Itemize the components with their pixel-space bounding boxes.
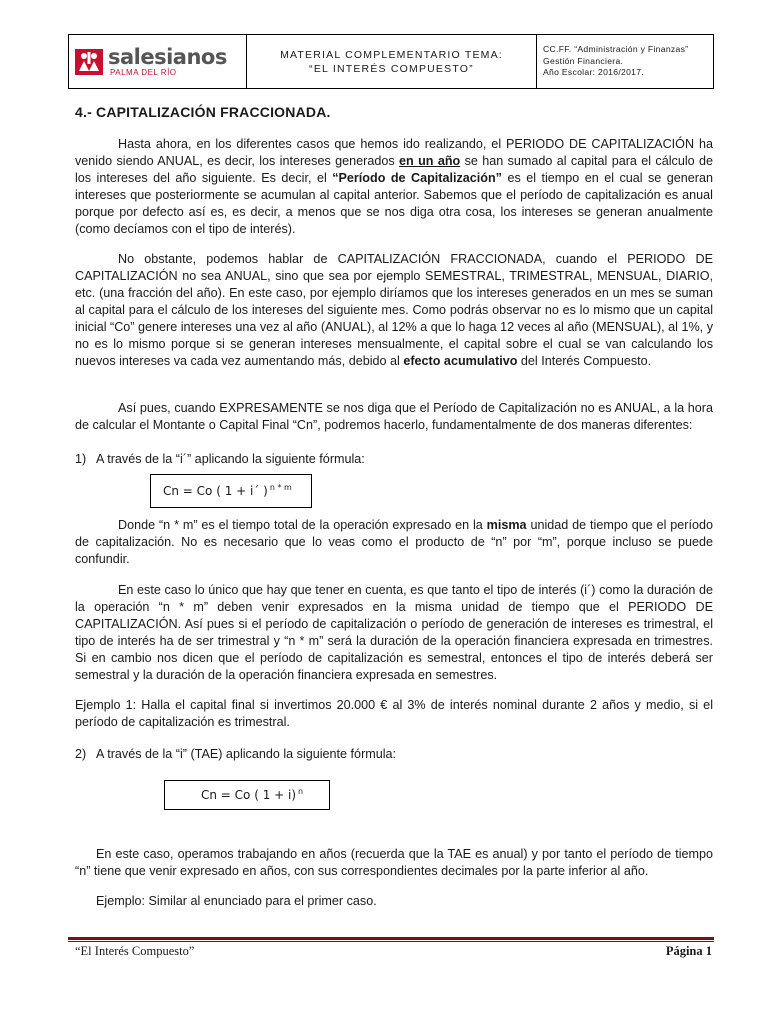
header-info-line2: Gestión Financiera. <box>543 55 624 66</box>
paragraph-4-bold: misma <box>486 518 527 532</box>
header-info <box>537 35 713 88</box>
formula-1-exponent: n * m <box>269 482 292 492</box>
example-2: Ejemplo: Similar al enunciado para el primer caso. <box>96 894 377 908</box>
paragraph-6: En este caso, operamos trabajando en años (recuerda que la TAE es anual) y por tanto el período de tiempo “n” tiene que venir expresado en años, con sus correspondientes decimales por la parte inferior al año. <box>75 847 713 878</box>
logo-subtitle: PALMA DEL RÍO <box>110 68 177 77</box>
formula-2-base: Cn = Co ( 1 + i) <box>201 788 297 802</box>
formula-box-1 <box>150 474 312 508</box>
paragraph-1-text-a: Hasta ahora, en los diferentes casos que hemos ido realizando, el PERIODO DE CAPITALIZACIÓN ha venido siendo ANUAL, es decir, los intereses generados <box>75 137 713 168</box>
list-item-2-text: A través de la “i” (TAE) aplicando la siguiente fórmula: <box>96 747 397 761</box>
salesianos-logo-icon <box>75 49 103 75</box>
formula-box-2 <box>164 780 330 810</box>
paragraph-4-text-b: unidad de tiempo que el período de capitalización. No es necesario que lo veas como el producto de “n” por “m”, porque incluso se puede confundir. <box>75 518 713 566</box>
list-item-1 <box>75 451 365 468</box>
header-title <box>247 35 537 88</box>
paragraph-1-bold: “Período de Capitalización” <box>332 171 502 185</box>
header-info-line3: Año Escolar: 2016/2017. <box>543 67 645 77</box>
logo-name: salesianos <box>108 45 227 69</box>
page-number: Página 1 <box>665 944 712 958</box>
list-item-1-text: A través de la “i´” aplicando la siguiente fórmula: <box>96 452 365 466</box>
header-info-line1: CC.FF. “Administración y Finanzas” <box>543 44 689 54</box>
formula-2-exponent: n <box>298 786 304 796</box>
header-table <box>68 34 714 89</box>
paragraph-2-text-b: del Interés Compuesto. <box>517 354 652 368</box>
paragraph-1-text-b: se han sumado al capital para el cálculo de los intereses del año siguiente. Es decir, el <box>75 154 713 185</box>
logo <box>69 35 247 88</box>
example-1: Ejemplo 1: Halla el capital final si invertimos 20.000 € al 3% de interés nominal durante 2 años y medio, si el período de capitalización es trimestral. <box>75 698 713 729</box>
footer-rule <box>68 937 714 940</box>
paragraph-4-text-a: Donde “n * m” es el tiempo total de la operación expresado en la <box>118 518 487 532</box>
paragraph-1 <box>75 136 713 238</box>
paragraph-4 <box>75 517 713 568</box>
list-item-2-number: 2) <box>75 747 87 761</box>
footer-title: “El Interés Compuesto” <box>75 944 195 958</box>
header-title-line2: “EL INTERÉS COMPUESTO” <box>309 62 474 75</box>
paragraph-2-text-a: No obstante, podemos hablar de CAPITALIZACIÓN FRACCIONADA, cuando el PERIODO DE CAPITALIZACIÓN no sea ANUAL, sino que sea por ejemplo SEMESTRAL, TRIMESTRAL, MENSUAL, DIARIO, etc. (una fracción del año). En este caso, por ejemplo diríamos que los intereses generados en un mes se suman al capital para el cálculo de los intereses del siguiente mes. Como podrás observar no es lo mismo que un capital inicial “Co” genere intereses una vez al año (ANUAL), al 12% a que lo haga 12 veces al año (MENSUAL), al 1%, y no es lo mismo porque si se generan intereses mensualmente, el capital sobre el cual se van calculando los nuevos intereses va cada vez aumentando más, debido al <box>75 252 713 368</box>
paragraph-5: En este caso lo único que hay que tener en cuenta, es que tanto el tipo de interés (i´) como la duración de la operación “n * m” deben venir expresados en la misma unidad de tiempo que el PERIODO DE CAPITALIZACIÓN. Así pues si el período de capitalización o período de generación de intereses es trimestral, el tipo de interés ha de ser trimestral y “n * m” será la duración de la operación financiera expresada en trimestres. Si en cambio nos dicen que el período de capitalización es semestral, entonces el tipo de interés deberá ser semestral y la duración de la operación financiera expresada en semestres. <box>75 583 713 682</box>
paragraph-3: Así pues, cuando EXPRESAMENTE se nos diga que el Período de Capitalización no es ANUAL, a la hora de calcular el Montante o Capital Final “Cn”, podremos hacerlo, fundamentalmente de dos maneras diferentes: <box>75 401 713 432</box>
footer-rule-thin <box>68 941 714 942</box>
header-title-line1: MATERIAL COMPLEMENTARIO TEMA: <box>280 48 503 61</box>
paragraph-1-text-c: es el tiempo en el cual se generan intereses que posteriormente se acumulan al capital anterior. Sabemos que el período de capitalización es anual porque por defecto así es, es decir, a menos que se nos diga otra cosa, los intereses se generan anualmente (como decíamos con el tipo de interés). <box>75 171 713 236</box>
paragraph-2 <box>75 251 713 370</box>
formula-1-base: Cn = Co ( 1 + i´ ) <box>163 484 268 498</box>
section-heading: 4.- CAPITALIZACIÓN FRACCIONADA. <box>75 104 331 120</box>
list-item-1-number: 1) <box>75 452 87 466</box>
list-item-2 <box>75 746 396 763</box>
paragraph-1-underline: en un año <box>399 154 461 168</box>
paragraph-2-bold: efecto acumulativo <box>403 354 518 368</box>
